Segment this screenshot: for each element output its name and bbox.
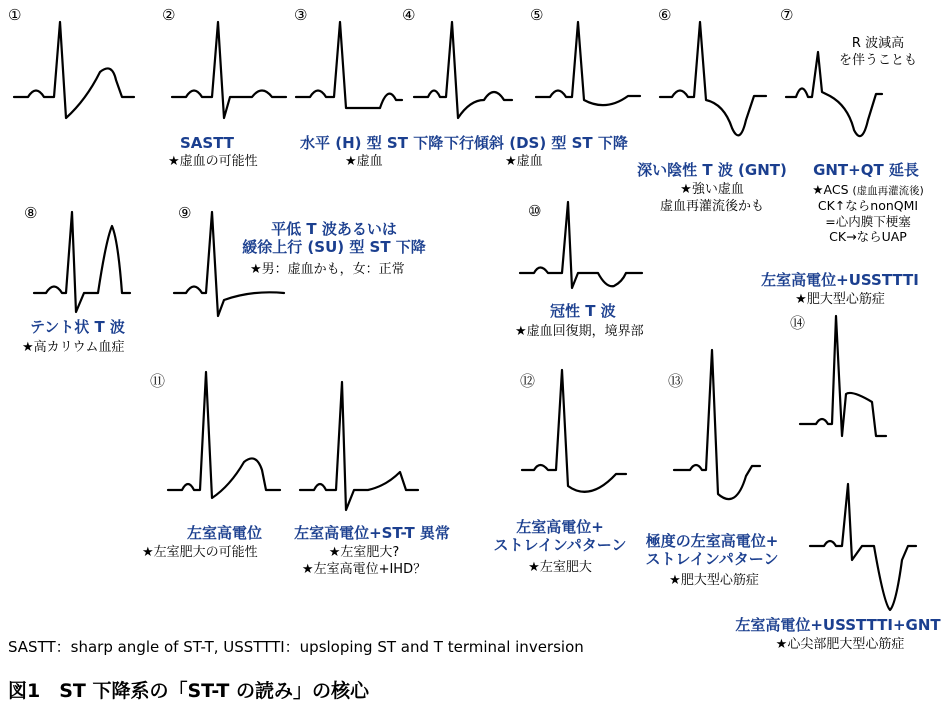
note-line: を伴うことも xyxy=(838,52,918,68)
panel-note: ★左室肥大 xyxy=(528,560,592,575)
panel-number: ⑭ xyxy=(790,314,806,332)
note-line: ★左室高電位+IHD？ xyxy=(301,561,427,577)
panel-note xyxy=(302,545,426,579)
note-line: ★強い虚血 xyxy=(680,182,744,197)
waveform-3 xyxy=(296,22,402,108)
panel-title: 左室高電位+ST-T 異常 xyxy=(294,524,450,542)
note-line: ★左室肥大? xyxy=(328,545,400,560)
note-line: CK↑ならnonQMI xyxy=(817,198,919,214)
panel-title: 左室高電位 xyxy=(187,524,263,542)
panel-note: ★男：虚血かも，女：正常 xyxy=(250,262,405,277)
panel-title: 下行傾斜 (DS) 型 ST 下降 xyxy=(444,134,628,152)
note-line: ★ACS xyxy=(812,182,853,197)
panel-title xyxy=(494,518,627,554)
panel-note: ★肥大型心筋症 xyxy=(795,292,885,307)
note-line: R 波減高 xyxy=(851,36,905,51)
panel-number: ⑩ xyxy=(528,202,542,220)
panel-note: ★左室肥大の可能性 xyxy=(142,545,258,560)
panel-title: 深い陰性 T 波 (GNT) xyxy=(637,161,787,179)
panel-note: ★虚血 xyxy=(505,154,543,169)
title-line: ストレインパターン xyxy=(493,536,627,554)
panel-number: ⑪ xyxy=(150,372,166,390)
waveform-8 xyxy=(34,212,130,312)
panel-number: ① xyxy=(8,6,22,24)
panel-title: SASTT xyxy=(180,134,235,152)
panel-note: ★虚血 xyxy=(345,154,383,169)
panel-title xyxy=(242,220,426,256)
panel-number: ⑨ xyxy=(178,204,192,222)
panel-title: テント状 T 波 xyxy=(30,318,125,336)
panel-title: 水平 (H) 型 ST 下降 xyxy=(300,134,444,152)
title-line: 左室高電位+ xyxy=(516,518,604,536)
panel-note xyxy=(660,182,764,216)
waveform-4 xyxy=(414,22,512,118)
panel-note xyxy=(812,182,923,245)
panel-note: ★肥大型心筋症 xyxy=(669,573,759,588)
panel-number: ④ xyxy=(402,6,416,24)
waveform-14 xyxy=(800,316,886,436)
panel-number: ⑦ xyxy=(780,6,794,24)
waveform-5 xyxy=(536,22,640,105)
panel-note: ★高カリウム血症 xyxy=(22,340,125,355)
panel-number: ② xyxy=(162,6,176,24)
figure-caption: 図1 ST 下降系の「ST-T の読み」の核心 xyxy=(8,680,370,702)
panel-title: 左室高電位+USSTTTI+GNT xyxy=(735,616,941,634)
panel-title: GNT+QT 延長 xyxy=(813,161,919,179)
panel-number: ③ xyxy=(294,6,308,24)
panel-number: ⑤ xyxy=(530,6,544,24)
waveform-6 xyxy=(660,22,766,135)
panel-note: ★心尖部肥大型心筋症 xyxy=(775,637,905,652)
waveform-11b xyxy=(300,382,418,510)
panel-note: ★虚血回復期，境界部 xyxy=(515,324,644,339)
panel-number: ⑥ xyxy=(658,6,672,24)
waveform-11 xyxy=(168,372,280,498)
panel-number: ⑫ xyxy=(520,372,536,390)
title-line: 極度の左室高電位+ xyxy=(645,532,779,550)
title-line: 平低 T 波あるいは xyxy=(271,220,397,238)
note-line: =心内膜下梗塞 xyxy=(825,213,911,229)
title-line: 緩徐上行 (SU) 型 ST 下降 xyxy=(242,238,426,256)
panel-note: ★虚血の可能性 xyxy=(168,154,258,169)
waveform-14b xyxy=(810,484,916,610)
panel-inset-note xyxy=(839,36,917,70)
note-line: 虚血再灌流後かも xyxy=(659,198,765,214)
panel-title xyxy=(646,532,779,568)
figure-footnote: SASTT：sharp angle of ST-T, USSTTTI：upsloping ST and T terminal inversion xyxy=(8,638,584,656)
panel-number: ⑬ xyxy=(668,372,684,390)
waveform-2 xyxy=(172,22,286,118)
note-line: (虚血再灌流後) xyxy=(852,185,924,197)
panel-title: 左室高電位+USSTTTI xyxy=(761,271,919,289)
note-line: CK→ならUAP xyxy=(829,229,907,245)
panel-number: ⑧ xyxy=(24,204,38,222)
title-line: ストレインパターン xyxy=(645,550,779,568)
panel-title: 冠性 T 波 xyxy=(550,302,616,320)
waveform-12 xyxy=(522,370,626,492)
waveform-1 xyxy=(14,22,134,118)
waveform-13 xyxy=(674,350,760,499)
